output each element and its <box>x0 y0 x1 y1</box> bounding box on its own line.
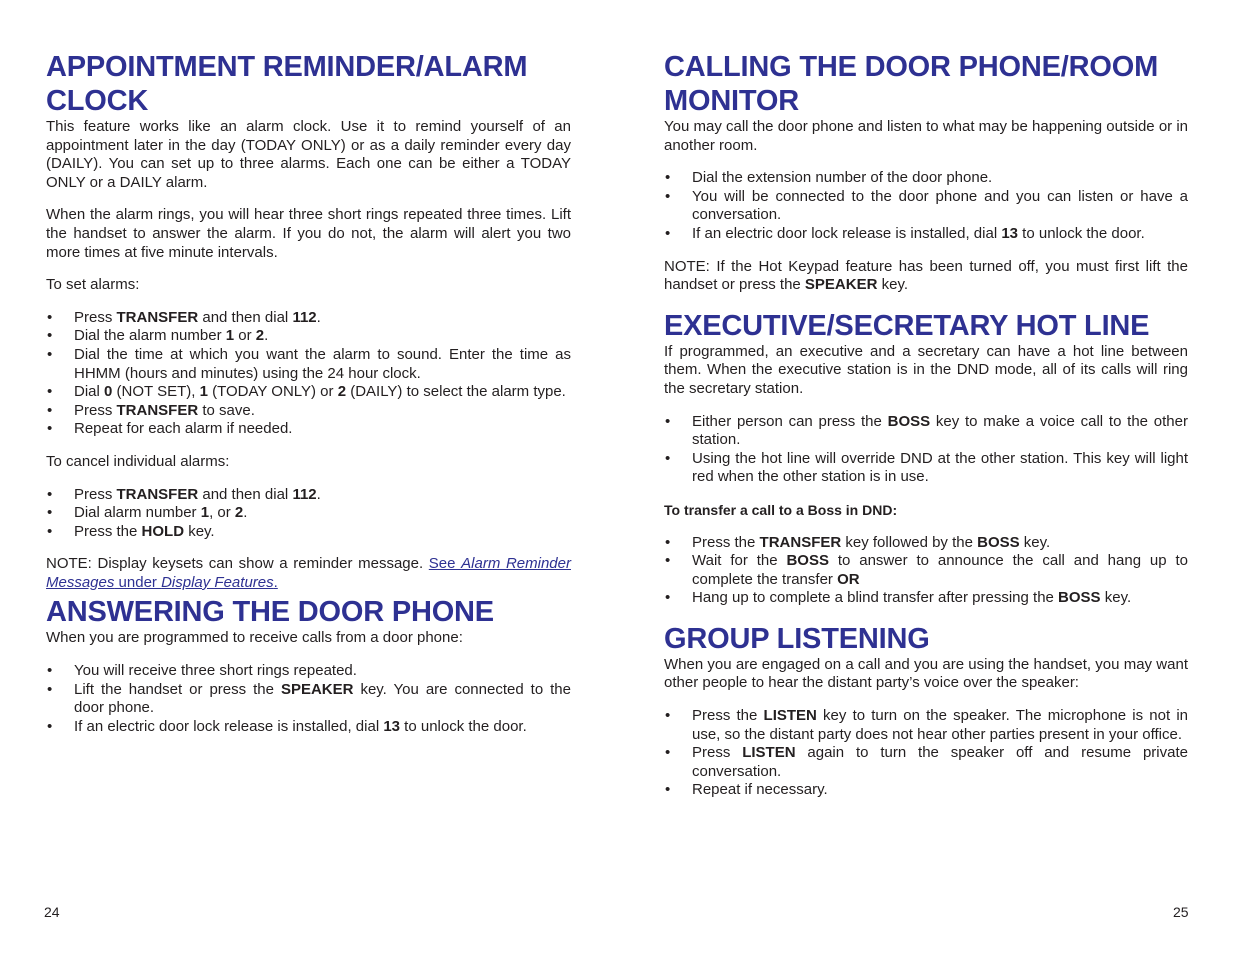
list-transfer-to-boss <box>664 534 1188 608</box>
list-item: • If an electric door lock release is installed, dial 13 to unlock the door. <box>47 717 527 735</box>
list-calling-door-phone <box>664 169 1188 243</box>
list-item: • Repeat for each alarm if needed. <box>47 420 293 438</box>
list-item: • Dial the time at which you want the alarm to sound. Enter the time as HHMM (hours and minutes) using the 24 hour clock. <box>47 345 571 382</box>
list-door-phone <box>46 662 571 736</box>
bullet-icon: • <box>47 680 53 698</box>
list-item: • Dial alarm number 1, or 2. <box>47 504 248 522</box>
bullet-icon: • <box>47 485 53 503</box>
heading-calling-door-phone: CALLING THE DOOR PHONE/ROOM MONITOR <box>664 51 1159 117</box>
bullet-icon: • <box>47 383 53 401</box>
heading-group-listening: GROUP LISTENING <box>664 622 930 655</box>
list-item: • Dial the extension number of the door phone. <box>665 169 993 187</box>
list-hot-line <box>664 413 1188 487</box>
bullet-icon: • <box>665 412 671 430</box>
page-number-left: 24 <box>44 904 60 920</box>
right-page <box>664 50 1188 800</box>
bullet-icon: • <box>665 169 671 187</box>
list-item: • Press the HOLD key. <box>47 522 215 540</box>
subheading-transfer-to-boss: To transfer a call to a Boss in DND: <box>664 501 898 518</box>
bullet-icon: • <box>47 522 53 540</box>
list-item: • Either person can press the BOSS key to make a voice call to the other station. <box>665 412 1188 449</box>
note-display-keysets <box>46 555 571 592</box>
bullet-icon: • <box>47 308 53 326</box>
bullet-icon: • <box>665 224 671 242</box>
paragraph-door-phone-intro: When you are programmed to receive calls from a door phone: <box>46 629 463 647</box>
list-item: • Wait for the BOSS to answer to announce the call and hang up to complete the transfer OR <box>665 552 1188 588</box>
list-item: • You will receive three short rings repeated. <box>47 662 357 680</box>
list-item: • Dial 0 (NOT SET), 1 (TODAY ONLY) or 2 (DAILY) to select the alarm type. <box>47 383 566 401</box>
bullet-icon: • <box>47 504 53 522</box>
bullet-icon: • <box>665 533 671 551</box>
list-item: • You will be connected to the door phone and you can listen or have a conversation. <box>665 187 1188 224</box>
list-item: • Press the LISTEN key to turn on the speaker. The microphone is not in use, so the distant party does not hear other parties present in your office. <box>665 707 1188 743</box>
list-item: • If an electric door lock release is installed, dial 13 to unlock the door. <box>665 224 1145 242</box>
paragraph-to-cancel-alarms: To cancel individual alarms: <box>46 452 230 470</box>
page-number-right: 25 <box>1173 904 1189 920</box>
note-hot-keypad: NOTE: If the Hot Keypad feature has been turned off, you must first lift the handset or press the SPEAKER key. <box>664 257 1188 294</box>
bullet-icon: • <box>665 744 671 762</box>
paragraph-hot-line-intro: If programmed, an executive and a secretary can have a hot line between them. When the executive station is in the DND mode, all of its calls will ring the secretary station. <box>664 342 1188 397</box>
list-item: • Press TRANSFER and then dial 112. <box>47 485 321 503</box>
list-cancel-alarms <box>46 486 571 542</box>
link-alarm-reminder-messages[interactable]: See Alarm Reminder Messages under Display Features. <box>46 555 571 591</box>
list-item: • Press the TRANSFER key followed by the BOSS key. <box>665 533 1051 551</box>
bullet-icon: • <box>47 662 53 680</box>
list-item: • Dial the alarm number 1 or 2. <box>47 327 269 345</box>
bullet-icon: • <box>665 781 671 799</box>
bullet-icon: • <box>665 589 671 607</box>
heading-answering-door-phone: ANSWERING THE DOOR PHONE <box>46 596 494 629</box>
list-item: • Lift the handset or press the SPEAKER key. You are connected to the door phone. <box>47 680 571 717</box>
bullet-icon: • <box>47 401 53 419</box>
note-text: NOTE: Display keysets can show a reminder message. <box>46 555 429 573</box>
list-item: • Press LISTEN again to turn the speaker off and resume private conversation. <box>665 744 1188 780</box>
bullet-icon: • <box>665 187 671 205</box>
left-page <box>46 50 571 736</box>
list-item: • Using the hot line will override DND at the other station. This key will light red when the other station is in use. <box>665 449 1188 486</box>
bullet-icon: • <box>665 552 671 570</box>
bullet-icon: • <box>665 707 671 725</box>
list-item: • Repeat if necessary. <box>665 781 828 799</box>
bullet-icon: • <box>47 345 53 363</box>
bullet-icon: • <box>665 449 671 467</box>
paragraph-alarm-rings: When the alarm rings, you will hear three short rings repeated three times. Lift the handset to answer the alarm. If you do not, the alarm will alert you two more times at five minute intervals. <box>46 206 571 261</box>
list-item: • Hang up to complete a blind transfer after pressing the BOSS key. <box>665 589 1132 607</box>
list-group-listening <box>664 707 1188 800</box>
heading-appointment-reminder: APPOINTMENT REMINDER/ALARM CLOCK <box>46 51 528 117</box>
list-item: • Press TRANSFER and then dial 112. <box>47 308 321 326</box>
heading-executive-hot-line: EXECUTIVE/SECRETARY HOT LINE <box>664 309 1150 342</box>
bullet-icon: • <box>47 717 53 735</box>
list-set-alarms <box>46 309 571 439</box>
paragraph-to-set-alarms: To set alarms: <box>46 276 140 294</box>
bullet-icon: • <box>47 420 53 438</box>
paragraph-calling-intro: You may call the door phone and listen to what may be happening outside or in another room. <box>664 118 1188 154</box>
paragraph-intro: This feature works like an alarm clock. Use it to remind yourself of an appointment later in the day (TODAY ONLY) or as a daily reminder every day (DAILY). You can set up to three alarms. Each one can be either a TODAY ONLY or a DAILY alarm. <box>46 118 571 191</box>
list-item: • Press TRANSFER to save. <box>47 401 255 419</box>
paragraph-group-listening-intro: When you are engaged on a call and you are using the handset, you may want other people to hear the distant party’s voice over the speaker: <box>664 655 1188 692</box>
bullet-icon: • <box>47 327 53 345</box>
